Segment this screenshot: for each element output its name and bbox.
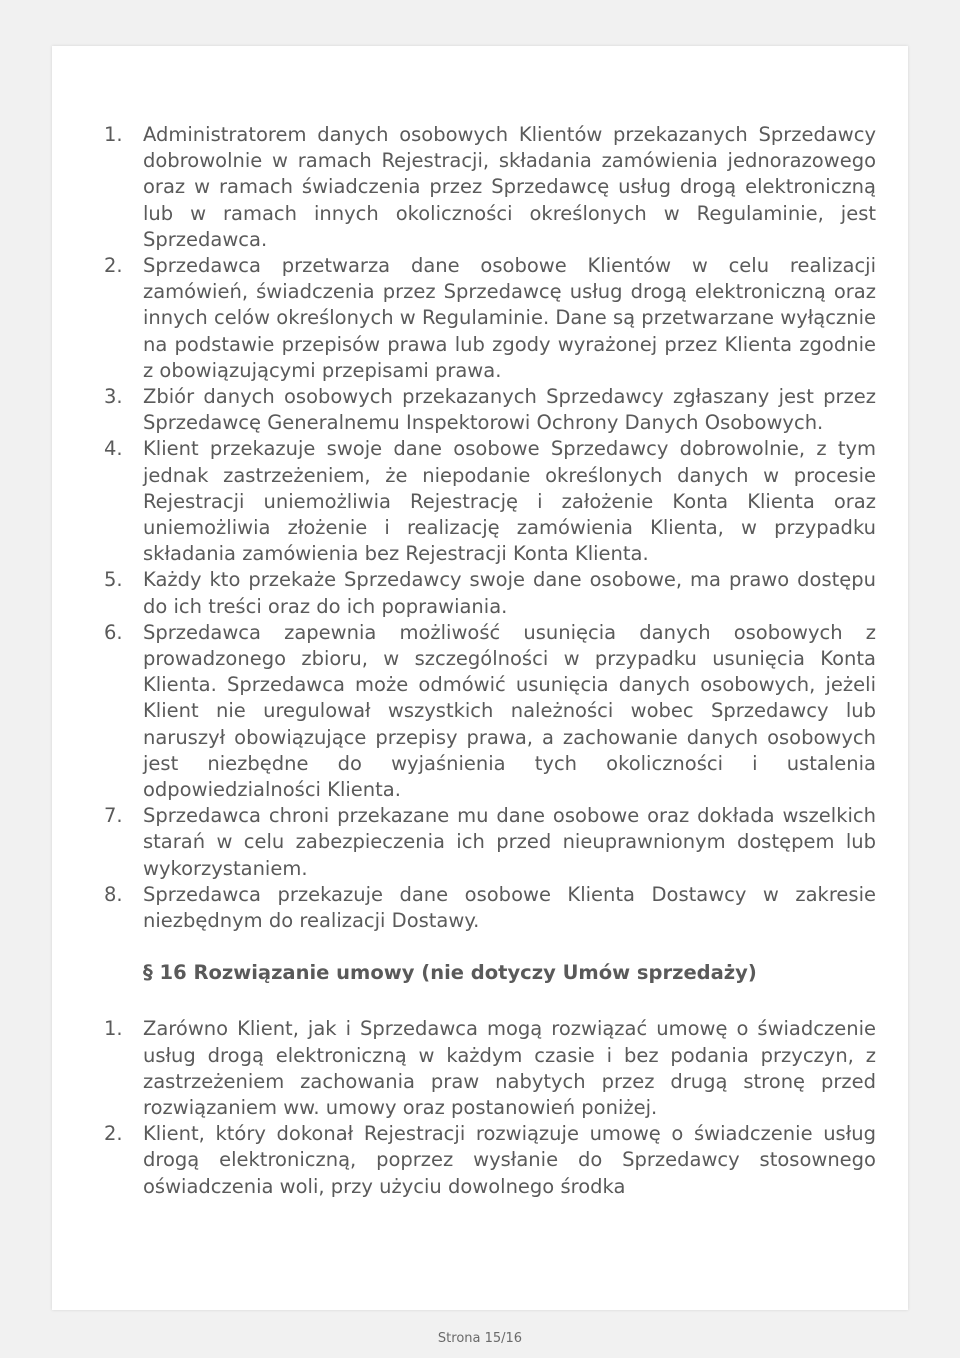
page-number: Strona 15/16: [437, 1331, 523, 1346]
list-item-text: Każdy kto przekaże Sprzedawcy swoje dane osobowe, ma prawo dostępu do ich treści oraz do ich poprawiania.: [143, 568, 876, 618]
list-item-number: 1.: [104, 1017, 123, 1041]
section-heading: § 16 Rozwiązanie umowy (nie dotyczy Umów sprzedaży): [143, 961, 757, 985]
list-item: [52, 253, 876, 384]
list-item: [52, 620, 876, 803]
document-content: [52, 122, 876, 1200]
list-item-number: 6.: [104, 620, 123, 644]
list-item-number: 2.: [104, 1122, 123, 1146]
list-item: [52, 1121, 876, 1200]
list-item-number: 1.: [104, 123, 123, 146]
list-item-number: 5.: [104, 568, 123, 592]
list-item: [52, 1016, 876, 1121]
data-protection-list: [52, 122, 876, 934]
list-item: [52, 436, 876, 567]
list-item-text: Sprzedawca przekazuje dane osobowe Klienta Dostawcy w zakresie niezbędnym do realizacji Dostawy.: [143, 882, 876, 933]
list-item-text: Klient przekazuje swoje dane osobowe Sprzedawcy dobrowolnie, z tym jednak zastrzeżeniem, że niepodanie określonych danych w procesie Rejestracji uniemożliwia Rejestrację i założenie Konta Klienta oraz uniemożliwia złożenie i realizację zamówienia Klienta, w przypadku składania zamówienia bez Rejestracji Konta Klienta.: [143, 437, 876, 566]
list-item-number: 3.: [104, 385, 123, 409]
list-item-number: 4.: [104, 437, 123, 461]
list-item-number: 2.: [104, 254, 123, 278]
termination-list: [52, 1016, 876, 1199]
list-item: [52, 567, 876, 619]
list-item-text: Sprzedawca przetwarza dane osobowe Klientów w celu realizacji zamówień, świadczenia przez Sprzedawcę usług drogą elektroniczną oraz innych celów określonych w Regulaminie. Dane są przetwarzane wyłącznie na podstawie przepisów prawa lub zgody wyrażonej przez Klienta zgodnie z obowiązującymi przepisami prawa.: [143, 254, 876, 382]
list-item-text: Zarówno Klient, jak i Sprzedawca mogą rozwiązać umowę o świadczenie usług drogą elektroniczną w każdym czasie i bez podania przyczyn, z zastrzeżeniem zachowania praw nabytych przez drugą stronę przed rozwiązaniem ww. umowy oraz postanowień poniżej.: [143, 1017, 876, 1119]
list-item-text: Sprzedawca chroni przekazane mu dane osobowe oraz dokłada wszelkich starań w celu zabezpieczenia ich przed nieuprawnionym dostępem lub wykorzystaniem.: [143, 804, 876, 880]
list-item-number: 7.: [104, 804, 123, 828]
list-item-text: Klient, który dokonał Rejestracji rozwiązuje umowę o świadczenie usług drogą elektroniczną, poprzez wysłanie do Sprzedawcy stosownego oświadczenia woli, przy użyciu dowolnego środka: [143, 1122, 876, 1198]
list-item-text: Sprzedawca zapewnia możliwość usunięcia danych osobowych z prowadzonego zbioru, w szczególności w przypadku usunięcia Konta Klienta. Sprzedawca może odmówić usunięcia danych osobowych, jeżeli Klient nie uregulował wszystkich należności wobec Sprzedawcy lub naruszył obowiązujące przepisy prawa, a zachowanie danych osobowych jest niezbędne do wyjaśnienia tych okoliczności i ustalenia odpowiedzialności Klienta.: [143, 620, 876, 802]
list-item-number: 8.: [104, 882, 123, 906]
list-item: [52, 882, 876, 934]
list-item: [52, 384, 876, 436]
list-item-text: Zbiór danych osobowych przekazanych Sprzedawcy zgłaszany jest przez Sprzedawcę Generalnemu Inspektorowi Ochrony Danych Osobowych.: [143, 385, 876, 435]
list-item: [52, 122, 876, 253]
list-item-text: Administratorem danych osobowych Klientów przekazanych Sprzedawcy dobrowolnie w ramach Rejestracji, składania zamówienia jednorazowego oraz w ramach świadczenia przez Sprzedawcę usług drogą elektroniczną lub w ramach innych okoliczności określonych w Regulaminie, jest Sprzedawca.: [143, 123, 876, 251]
list-item: [52, 803, 876, 882]
